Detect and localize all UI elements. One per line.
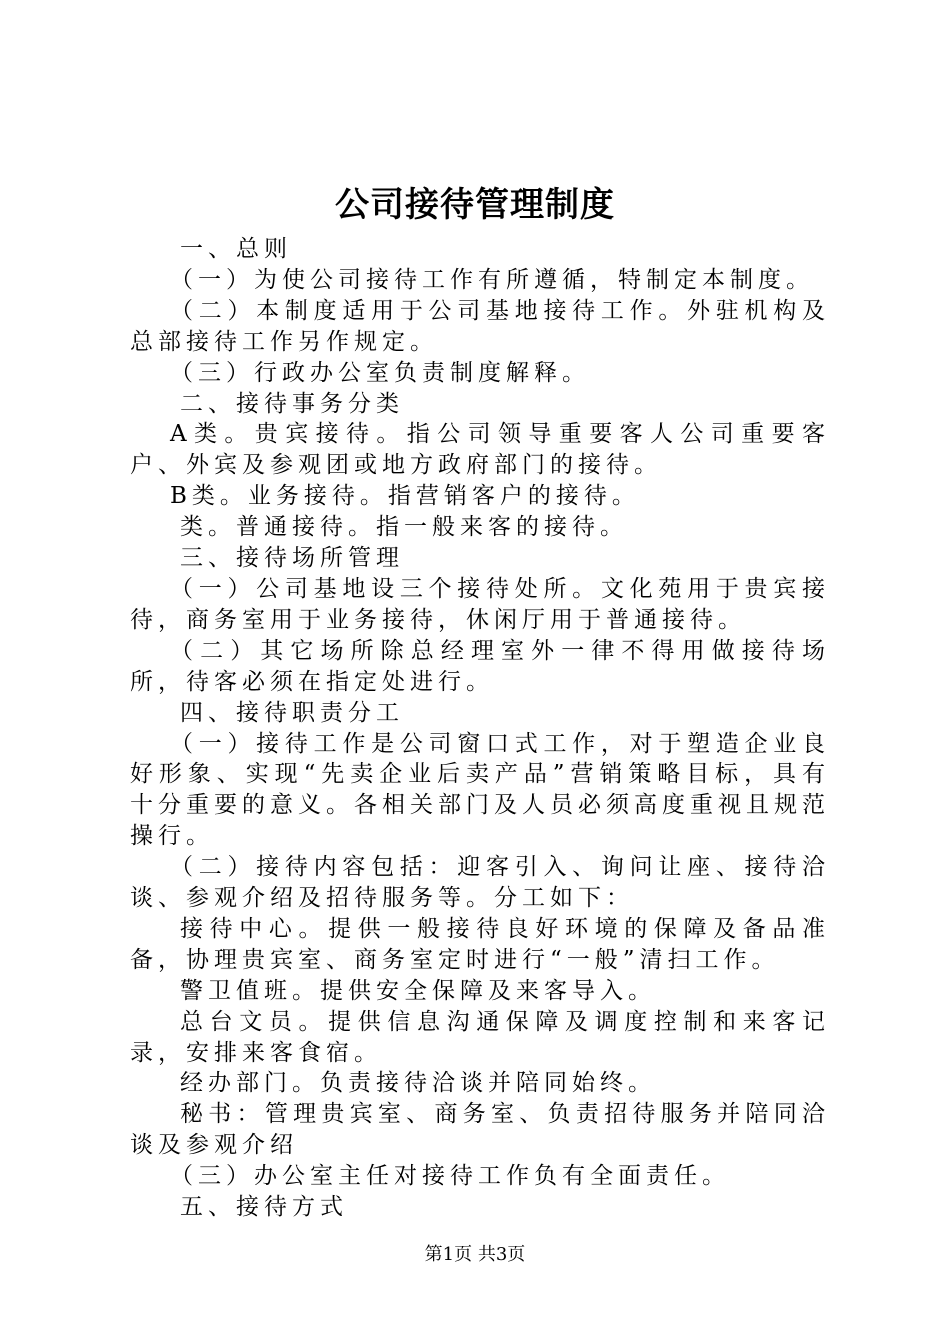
paragraph-general-1: （一）为使公司接待工作有所遵循，特制定本制度。 [170,266,814,293]
paragraph-general-3: （三）行政办公室负责制度解释。 [170,359,590,386]
paragraph-category-a: A类。贵宾接待。指公司领导重要客人公司重要客户、外宾及参观团或地方政府部门的接待。 [130,421,830,479]
section-heading-categories: 二、接待事务分类 [180,390,404,417]
paragraph-general-2: （二）本制度适用于公司基地接待工作。外驻机构及总部接待工作另作规定。 [130,297,830,355]
section-heading-venues: 三、接待场所管理 [180,545,404,572]
section-heading-methods: 五、接待方式 [180,1194,348,1221]
section-heading-duties: 四、接待职责分工 [180,699,404,726]
paragraph-duties-3: （三）办公室主任对接待工作负有全面责任。 [170,1163,730,1190]
document-body [130,234,830,1223]
document-title: 公司接待管理制度 [335,185,615,225]
paragraph-category-c: 类。普通接待。指一般来客的接待。 [180,514,628,541]
paragraph-duty-secretary: 秘书：管理贵宾室、商务室、负责招待服务并陪同洽谈及参观介绍 [130,1101,830,1159]
paragraph-venues-1: （一）公司基地设三个接待处所。文化苑用于贵宾接待，商务室用于业务接待，休闲厅用于普通接待。 [130,575,830,633]
paragraph-venues-2: （二）其它场所除总经理室外一律不得用做接待场所，待客必须在指定处进行。 [130,637,830,695]
paragraph-duty-department: 经办部门。负责接待洽谈并陪同始终。 [180,1070,656,1097]
page-number-footer: 第1页 共3页 [424,1244,526,1265]
paragraph-duty-reception-center: 接待中心。提供一般接待良好环境的保障及备品准备，协理贵宾室、商务室定时进行“一般”清扫工作。 [130,915,830,973]
paragraph-duty-security: 警卫值班。提供安全保障及来客导入。 [180,977,656,1004]
paragraph-duties-2: （二）接待内容包括：迎客引入、询问让座、接待洽谈、参观介绍及招待服务等。分工如下： [130,854,830,912]
paragraph-category-b: B类。业务接待。指营销客户的接待。 [170,483,640,510]
paragraph-duty-front-desk: 总台文员。提供信息沟通保障及调度控制和来客记录，安排来客食宿。 [130,1008,830,1066]
paragraph-duties-1: （一）接待工作是公司窗口式工作，对于塑造企业良好形象、实现“先卖企业后卖产品”营销策略目标，具有十分重要的意义。各相关部门及人员必须高度重视且规范操行。 [130,730,830,850]
section-heading-general: 一、总则 [180,236,292,262]
